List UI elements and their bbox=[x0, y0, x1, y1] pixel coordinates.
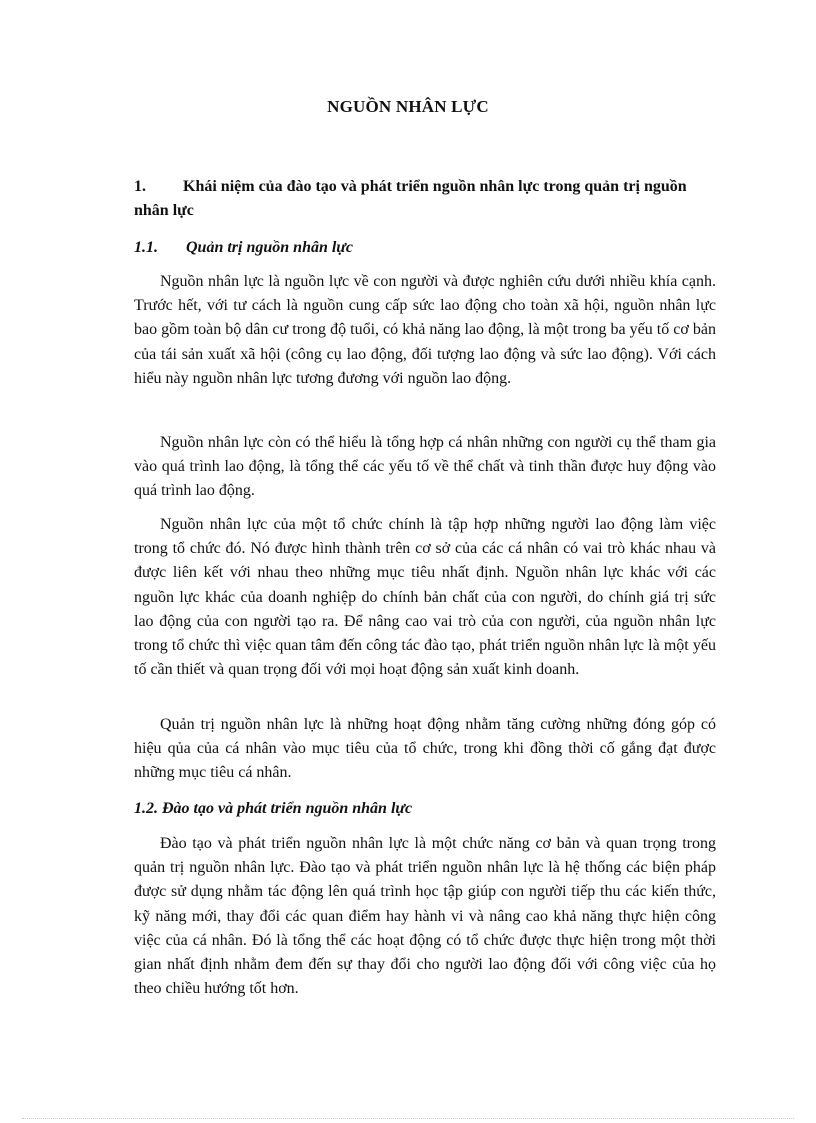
page-title: NGUỒN NHÂN LỰC bbox=[327, 97, 489, 116]
page-bottom-divider bbox=[22, 1118, 794, 1119]
paragraph-2: Nguồn nhân lực còn có thể hiểu là tổng hợp cá nhân những con người cụ thể tham gia vào quá trình lao động, là tổng thể các yếu tố về thể chất và tinh thần được huy động vào quá trình lao động. bbox=[134, 434, 716, 500]
subsection-title: Quản trị nguồn nhân lực bbox=[186, 239, 353, 256]
paragraph-5: Đào tạo và phát triển nguồn nhân lực là một chức năng cơ bản và quan trọng trong quản trị nguồn nhân lực. Đào tạo và phát triển nguồn nhân lực là hệ thống các biện pháp được sử dụng nhằm tác động lên quá trình học tập giúp con người tiếp thu các kiến thức, kỹ năng mới, thay đổi các quan điểm hay hành vi và nâng cao khả năng thực hiện công việc của cá nhân. Đó là tổng thể các hoạt động có tổ chức được thực hiện trong một thời gian nhất định nhằm đem đến sự thay đổi cho người lao động đối với công việc của họ theo chiều hướng tốt hơn. bbox=[134, 835, 716, 998]
subsection-heading-1 bbox=[134, 236, 716, 260]
paragraph-1: Nguồn nhân lực là nguồn lực về con người và được nghiên cứu dưới nhiều khía cạnh. Trước hết, với tư cách là nguồn cung cấp sức lao động cho toàn xã hội, nguồn nhân lực bao gồm toàn bộ dân cư trong độ tuổi, có khả năng lao động, là một trong ba yếu tố cơ bản của tái sản xuất xã hội (công cụ lao động, đối tượng lao động và sức lao động). Với cách hiểu này nguồn nhân lực tương đương với nguồn lao động. bbox=[134, 273, 716, 387]
section-number: 1. bbox=[134, 178, 146, 195]
subsection-heading-2: 1.2. Đào tạo và phát triển nguồn nhân lực bbox=[134, 800, 413, 817]
paragraph-4: Quản trị nguồn nhân lực là những hoạt động nhằm tăng cường những đóng góp có hiệu qủa của cá nhân vào mục tiêu của tổ chức, trong khi đồng thời cố gắng đạt được những mục tiêu cá nhân. bbox=[134, 716, 716, 782]
section-heading bbox=[134, 175, 716, 223]
section-title: Khái niệm của đào tạo và phát triển nguồn nhân lực trong quản trị nguồn nhân lực bbox=[134, 178, 687, 219]
subsection-number: 1.1. bbox=[134, 239, 158, 256]
paragraph-3: Nguồn nhân lực của một tổ chức chính là tập hợp những người lao động làm việc trong tổ chức đó. Nó được hình thành trên cơ sở của các cá nhân có vai trò khác nhau và được liên kết với nhau theo những mục tiêu nhất định. Nguồn nhân lực khác với các nguồn lực khác của doanh nghiệp do chính bản chất của con người, do chính giá trị sức lao động của con người tạo ra. Để nâng cao vai trò của con người, của nguồn nhân lực trong tổ chức thì việc quan tâm đến công tác đào tạo, phát triển nguồn nhân lực là một yếu tố cần thiết và quan trọng đối với mọi hoạt động sản xuất kinh doanh. bbox=[134, 516, 716, 679]
